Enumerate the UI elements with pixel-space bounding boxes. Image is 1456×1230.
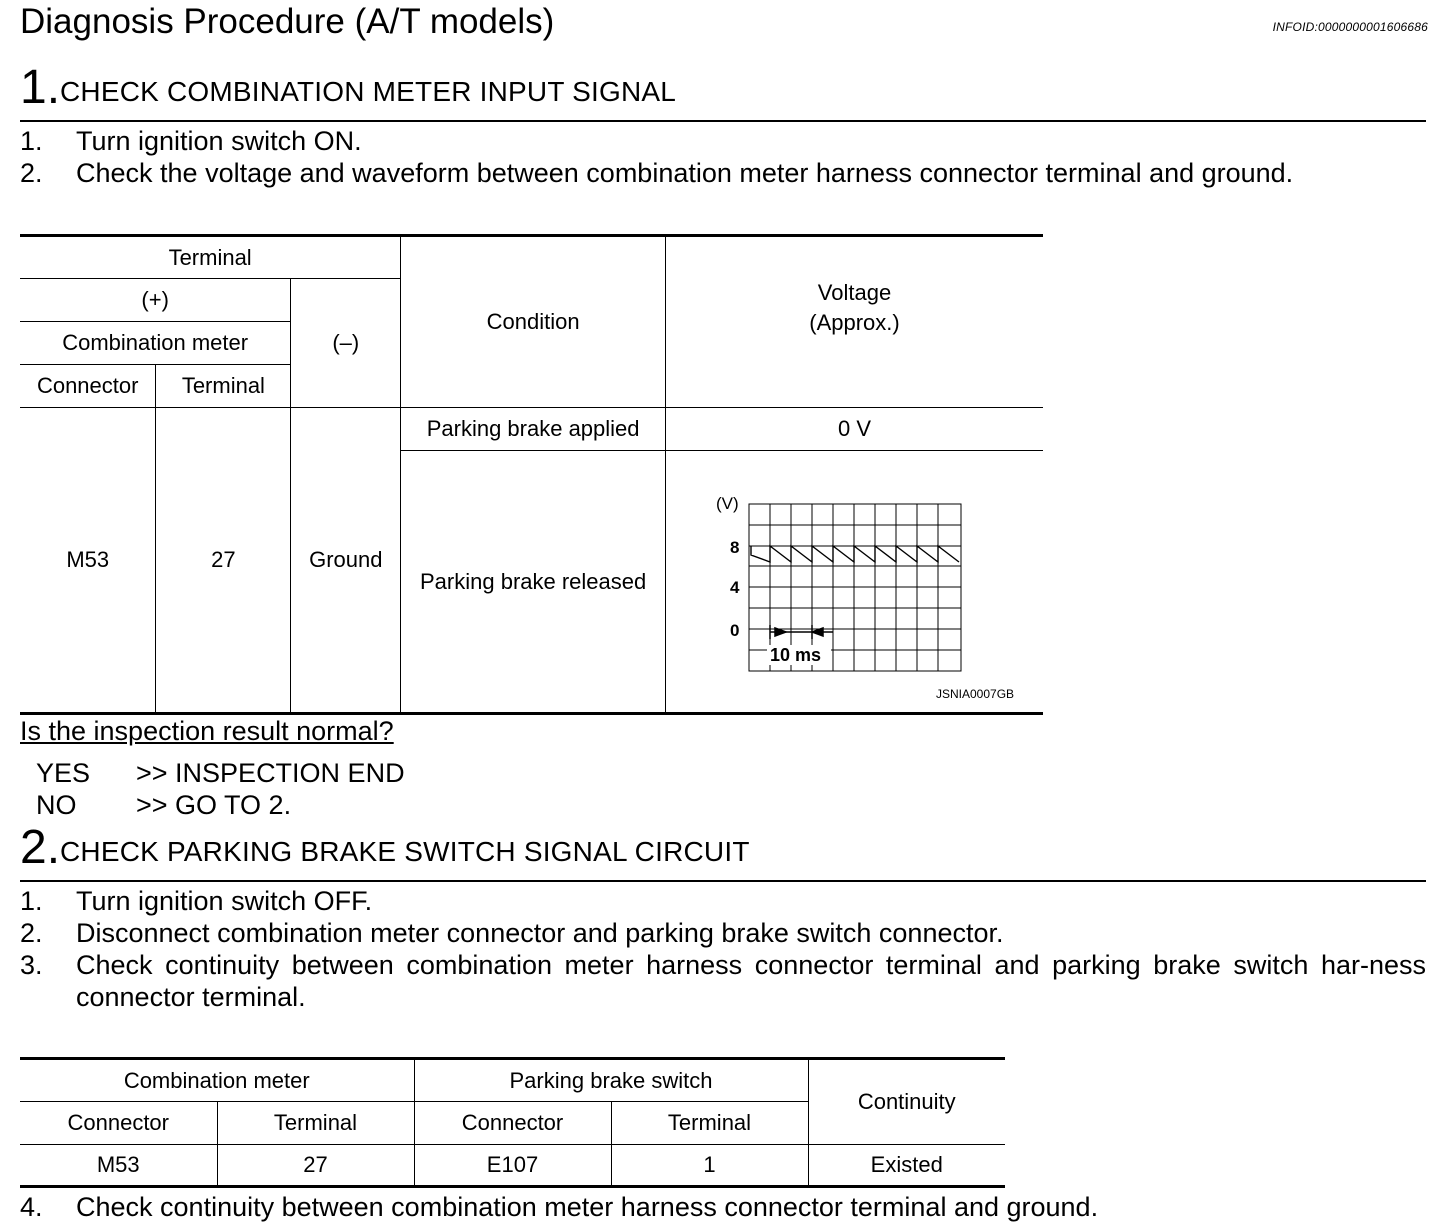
header-parking-brake-switch: Parking brake switch: [414, 1059, 808, 1102]
list-item: [20, 125, 1426, 157]
header-terminal: Terminal: [20, 236, 401, 279]
header-combination-meter: Combination meter: [20, 1059, 414, 1102]
time-marker-icon: [770, 625, 833, 639]
cell-terminal: 27: [156, 408, 291, 714]
header-voltage: [665, 236, 1043, 408]
cell-condition-released: Parking brake released: [401, 451, 666, 714]
step-2-heading: [20, 822, 1426, 882]
header-voltage-line1: Voltage: [817, 280, 892, 305]
answer-key: NO: [36, 790, 77, 820]
header-combination-meter: Combination meter: [20, 322, 291, 365]
header-continuity: Continuity: [808, 1059, 1005, 1145]
cell-connector: M53: [20, 408, 156, 714]
list-item-number: 1.: [20, 126, 43, 156]
answer-no: [36, 789, 405, 821]
list-item-number: 3.: [20, 950, 43, 980]
input-signal-table: [20, 234, 1043, 715]
waveform-unit-label: (V): [715, 494, 739, 513]
waveform-time-label: 10 ms: [769, 645, 822, 665]
continuity-table: [20, 1057, 1005, 1188]
step-2-number: 2.: [20, 821, 61, 874]
step-1-number: 1.: [20, 61, 61, 114]
header-terminal-b: Terminal: [611, 1102, 808, 1145]
list-item-number: 4.: [20, 1192, 43, 1222]
cell-condition-applied: Parking brake applied: [401, 408, 666, 451]
waveform-y-label-0: 0: [729, 621, 740, 640]
cell-terminal-b: 1: [611, 1145, 808, 1187]
list-item-number: 2.: [20, 158, 43, 188]
list-item-text: Check continuity between combination meter harness connector terminal and parking brake switch har-ness connector terminal.: [76, 950, 1426, 1012]
step-2-instructions: [20, 885, 1426, 1013]
cell-continuity: Existed: [808, 1145, 1005, 1187]
table-row: [20, 1145, 1005, 1187]
cell-waveform: [665, 451, 1043, 714]
list-item: [20, 157, 1426, 189]
header-connector: Connector: [20, 365, 156, 408]
waveform-y-label-8: 8: [729, 538, 740, 557]
header-terminal-col: Terminal: [156, 365, 291, 408]
inspection-question: Is the inspection result normal?: [20, 716, 394, 746]
list-item-number: 2.: [20, 918, 43, 948]
list-item: [20, 885, 1426, 917]
list-item-text: Disconnect combination meter connector and parking brake switch connector.: [76, 918, 1004, 948]
list-item-number: 1.: [20, 886, 43, 916]
step-1-title: CHECK COMBINATION METER INPUT SIGNAL: [60, 76, 677, 107]
step-2-title: CHECK PARKING BRAKE SWITCH SIGNAL CIRCUIT: [60, 836, 750, 867]
header-connector-b: Connector: [414, 1102, 611, 1145]
list-item-text: Check the voltage and waveform between combination meter harness connector terminal and ground.: [76, 158, 1294, 188]
header-voltage-line2: (Approx.): [809, 310, 900, 335]
header-connector-a: Connector: [20, 1102, 217, 1145]
list-item-text: Check continuity between combination meter harness connector terminal and ground.: [76, 1192, 1099, 1222]
list-item: [20, 917, 1426, 949]
info-id: INFOID:0000000001606686: [1272, 20, 1428, 34]
answer-yes: [36, 757, 405, 789]
cell-connector-b: E107: [414, 1145, 611, 1187]
header-minus: (–): [291, 279, 401, 408]
waveform-trace: [751, 546, 959, 562]
list-item-text: Turn ignition switch OFF.: [76, 886, 373, 916]
answer-value: >> INSPECTION END: [136, 758, 405, 788]
list-item-text: Turn ignition switch ON.: [76, 126, 362, 156]
header-condition: Condition: [401, 236, 666, 408]
cell-voltage-applied: 0 V: [665, 408, 1043, 451]
page-title: Diagnosis Procedure (A/T models): [20, 2, 555, 41]
list-item: [20, 949, 1426, 1013]
cell-terminal-a: 27: [217, 1145, 414, 1187]
header-terminal-a: Terminal: [217, 1102, 414, 1145]
answer-key: YES: [36, 758, 91, 788]
answer-value: >> GO TO 2.: [136, 790, 292, 820]
waveform-y-label-4: 4: [729, 578, 740, 597]
step-2-instruction-4: [20, 1191, 1426, 1223]
header-plus: (+): [20, 279, 291, 322]
step-1-instructions: [20, 125, 1426, 189]
inspection-answers: [36, 757, 405, 821]
waveform-graph: [666, 451, 1043, 712]
list-item: [20, 1191, 1426, 1223]
cell-ground: Ground: [291, 408, 401, 714]
waveform-image-code: JSNIA0007GB: [935, 687, 1015, 701]
step-1-heading: [20, 62, 1426, 122]
cell-connector-a: M53: [20, 1145, 217, 1187]
